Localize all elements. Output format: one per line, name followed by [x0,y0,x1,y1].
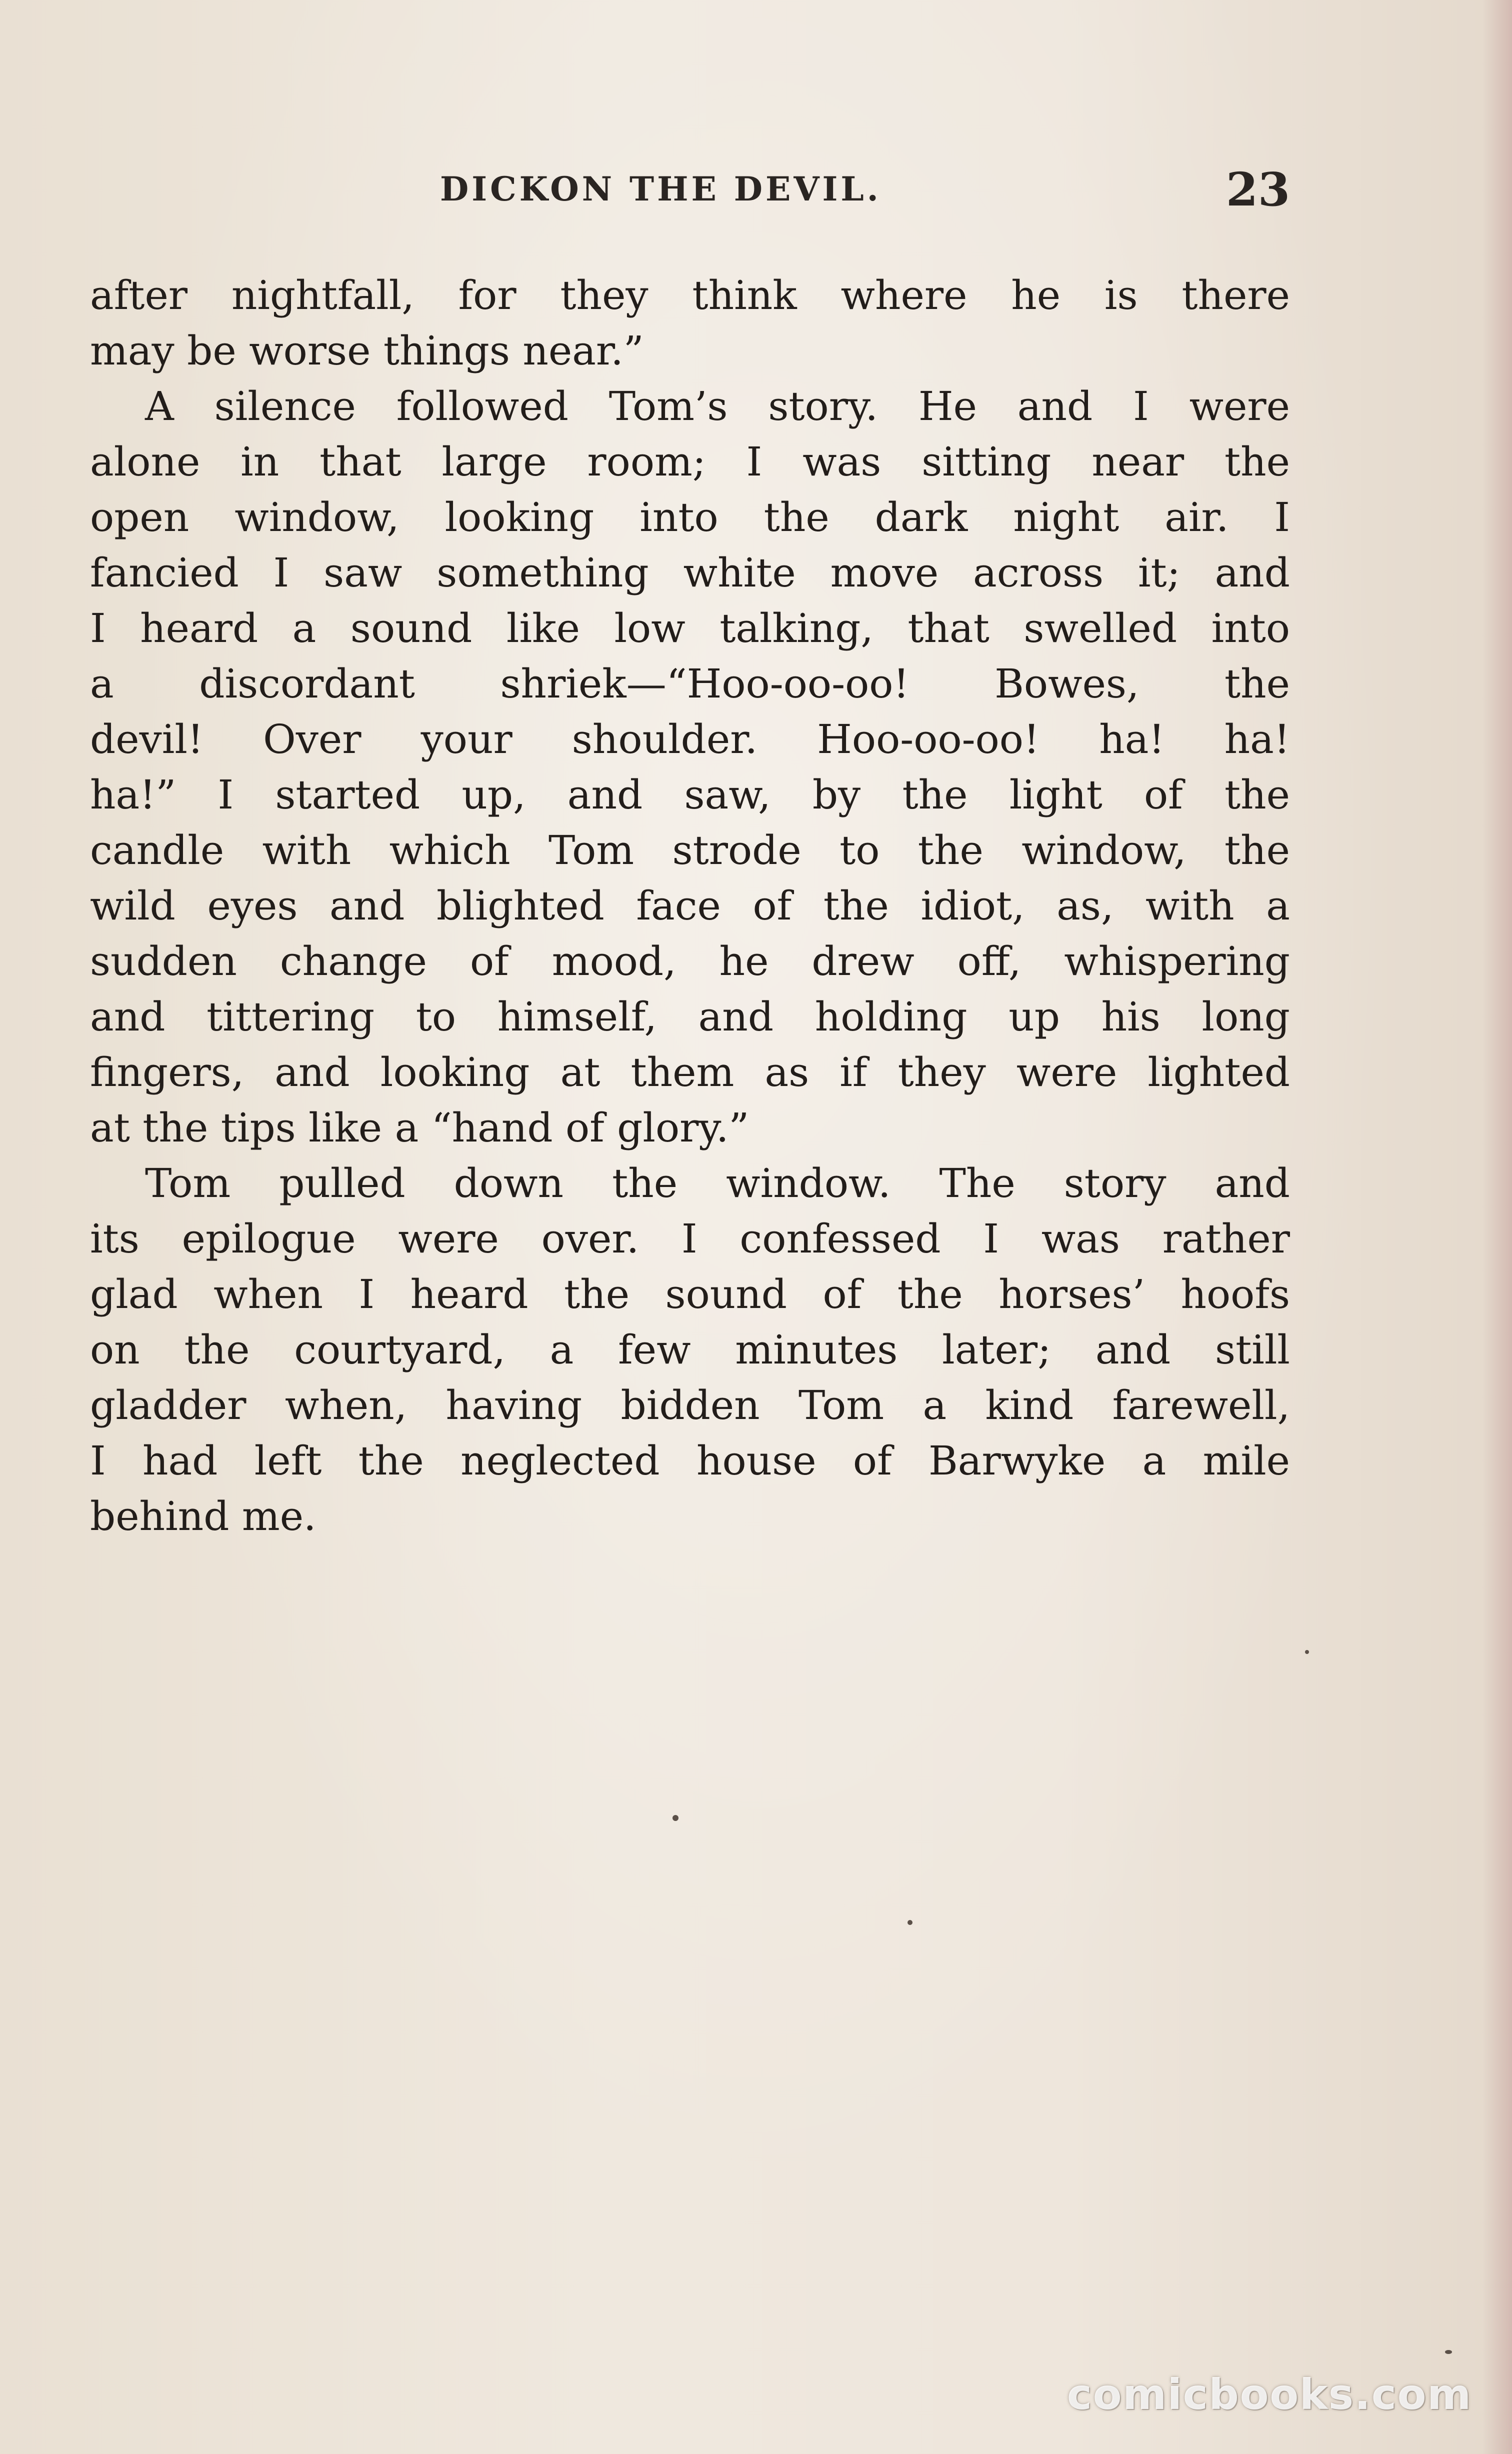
text-line: may be worse things near.” [90,328,644,374]
text-line: Tom pulled down the window. The story and [145,1160,1290,1206]
text-line: devil! Over your shoulder. Hoo-oo-oo! ha! ha! [90,716,1290,762]
paper-speck [908,1920,912,1925]
running-header [90,162,1290,218]
paper-speck [1445,2350,1452,2354]
text-line: alone in that large room; I was sitting near the [90,438,1290,485]
text-line: sudden change of mood, he drew off, whispering [90,938,1290,984]
text-line: on the courtyard, a few minutes later; and still [90,1326,1290,1373]
text-line: glad when I heard the sound of the horses’ hoofs [90,1271,1290,1318]
text-line: gladder when, having bidden Tom a kind farewell, [90,1382,1290,1428]
body-text [90,268,1290,1544]
paper-speck [672,1815,678,1821]
text-line: open window, looking into the dark night air. I [90,494,1290,540]
page-number: 23 [1226,162,1290,216]
text-line: fingers, and looking at them as if they were lighted [90,1049,1290,1096]
text-line: behind me. [90,1493,316,1540]
text-line: its epilogue were over. I confessed I was rather [90,1216,1290,1262]
text-line: after nightfall, for they think where he is there [90,272,1290,318]
watermark: comicbooks.com [1067,2370,1472,2419]
text-line: fancied I saw something white move across it; and [90,550,1290,596]
text-line: I had left the neglected house of Barwyke a mile [90,1438,1290,1484]
text-line: a discordant shriek—“Hoo-oo-oo! Bowes, the [90,660,1290,707]
text-line: at the tips like a “hand of glory.” [90,1104,750,1151]
text-line: wild eyes and blighted face of the idiot, as, with a [90,882,1290,929]
text-line: and tittering to himself, and holding up his long [90,994,1290,1040]
page-edge-shadow [1482,0,1512,2454]
text-line: A silence followed Tom’s story. He and I were [145,383,1290,430]
text-line: I heard a sound like low talking, that swelled into [90,605,1290,652]
running-title: DICKON THE DEVIL. [440,170,882,208]
paper-speck [1305,1650,1309,1654]
text-line: ha!” I started up, and saw, by the light of the [90,772,1290,818]
text-line: candle with which Tom strode to the window, the [90,827,1290,874]
